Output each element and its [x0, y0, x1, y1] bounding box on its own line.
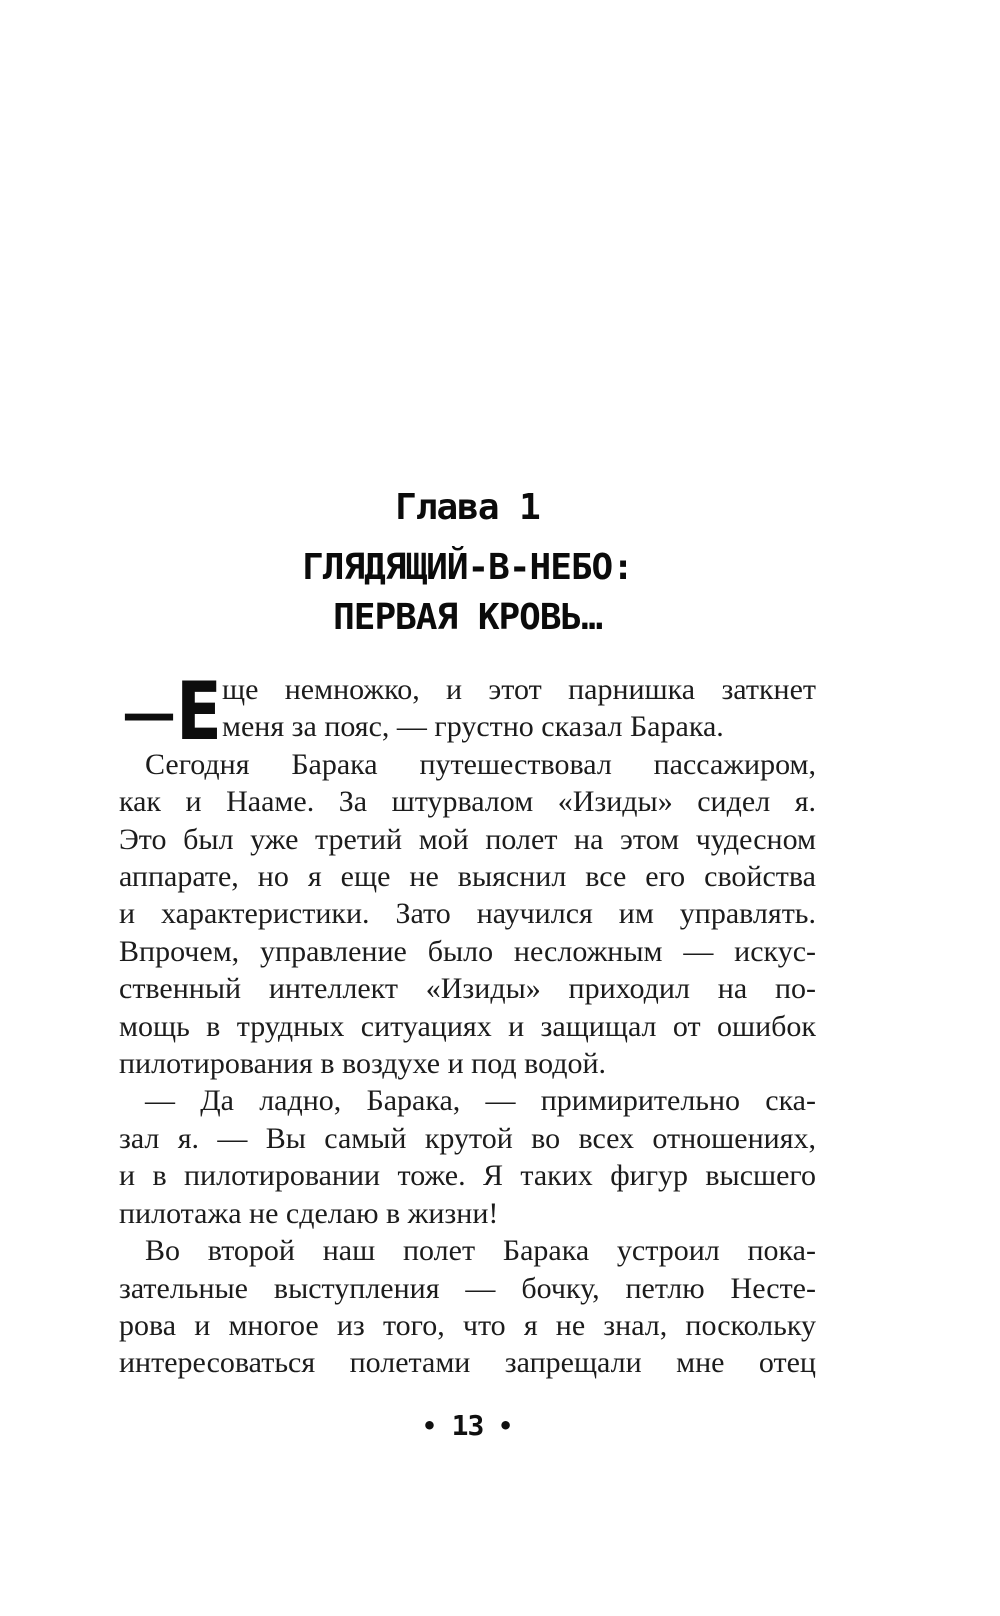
page-number-decor-left: • — [422, 1412, 437, 1440]
text-line: ще немножко, и этот парнишка заткнет — [222, 673, 816, 706]
paragraph — [119, 746, 816, 1083]
page-number: 13 — [451, 1409, 484, 1442]
opening-group — [119, 665, 222, 758]
text-line: пилотажа не сделаю в жизни! — [119, 1196, 499, 1230]
chapter-heading — [119, 481, 816, 643]
page-number-decor-right: • — [498, 1412, 513, 1440]
text-line: ственный интеллект «Изиды» приходил на по- — [119, 972, 816, 1006]
chapter-number: Глава 1 — [395, 487, 540, 528]
chapter-title-line-2: ПЕРВАЯ КРОВЬ… — [333, 597, 602, 638]
text-line: Сегодня Барака путешествовал пассажиром, — [145, 747, 816, 781]
text-line: зал я. — Вы самый крутой во всех отношениях, — [119, 1121, 816, 1155]
text-line: Во второй наш полет Барака устроил пока- — [145, 1234, 816, 1268]
paragraph — [119, 665, 816, 758]
text-line: аппарате, но я еще не выяснил все его свойства — [119, 860, 816, 894]
text-line: рова и многое из того, что я не знал, поскольку — [119, 1308, 816, 1342]
text-line: и в пилотировании тоже. Я таких фигур высшего — [119, 1159, 816, 1193]
text-line: пилотирования в воздухе и под водой. — [119, 1047, 607, 1081]
text-line: мощь в трудных ситуациях и защищал от ошибок — [119, 1009, 816, 1043]
text-line: интересоваться полетами запрещали мне отец — [119, 1346, 816, 1380]
text-line: зательные выступления — бочку, петлю Несте- — [119, 1271, 816, 1305]
page-footer — [119, 1409, 816, 1442]
chapter-title-line-1: ГЛЯДЯЩИЙ-В-НЕБО: — [302, 547, 633, 588]
paragraph — [119, 1232, 816, 1382]
text-line: Впрочем, управление было несложным — искус- — [119, 934, 816, 968]
text-line: Это был уже третий мой полет на этом чудесном — [119, 822, 816, 856]
drop-cap-letter: Е — [176, 665, 222, 758]
text-line: как и Нааме. За штурвалом «Изиды» сидел я. — [119, 785, 816, 819]
text-line: меня за пояс, — грустно сказал Барака. — [222, 710, 724, 744]
body-text — [119, 665, 816, 1382]
speech-dash: — — [122, 682, 176, 745]
paragraph — [119, 1082, 816, 1232]
text-line: — Да ладно, Барака, — примирительно ска- — [145, 1084, 816, 1118]
text-line: и характеристики. Зато научился им управлять. — [119, 897, 816, 931]
